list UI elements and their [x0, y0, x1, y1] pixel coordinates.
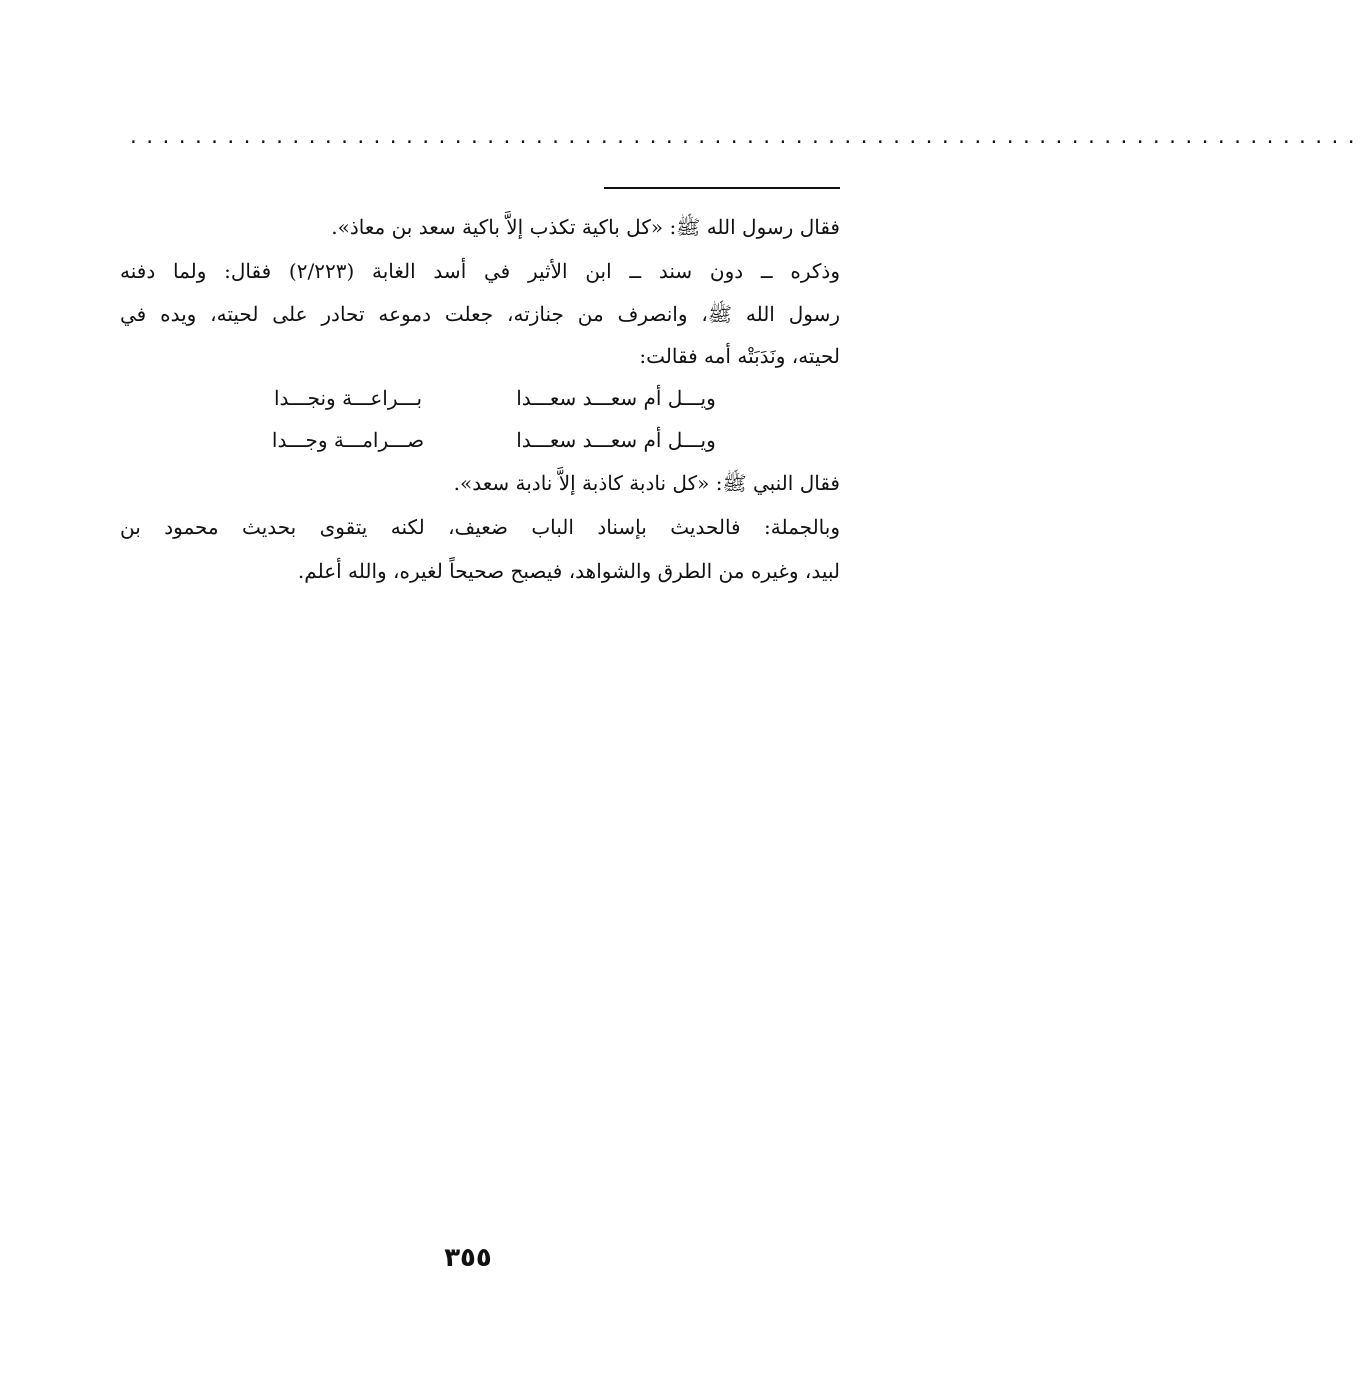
page-number: ٣٥٥: [444, 1243, 492, 1273]
text-line-3: رسول الله ﷺ، وانصرف من جنازته، جعلت دموعه تحادر على لحيته، ويده في: [120, 302, 840, 326]
text-line-7: لبيد، وغيره من الطرق والشواهد، فيصبح صحيحاً لغيره، والله أعلم.: [297, 559, 840, 583]
text-line-2: وذكره ــ دون سند ــ ابن الأثير في أسد الغابة (٢/٢٢٣) فقال: ولما دفنه: [120, 259, 840, 283]
poem-line-1-first-hemistich: ويـــل أم سعـــد سعـــدا: [516, 386, 716, 410]
poem-line-2-first-hemistich: ويـــل أم سعـــد سعـــدا: [516, 428, 716, 452]
text-line-5: فقال النبي ﷺ: «كل نادبة كاذبة إلاَّ نادبة سعد».: [453, 471, 840, 495]
text-line-1: فقال رسول الله ﷺ: «كل باكية تكذب إلاَّ باكية سعد بن معاذ».: [331, 215, 840, 239]
dotted-separator: ............................................................................: [128, 127, 1362, 148]
poem-line-2-second-hemistich: صـــرامـــة وجـــدا: [271, 428, 425, 452]
poem-line-1-second-hemistich: بـــراعـــة ونجـــدا: [273, 386, 423, 410]
footnote-rule: [604, 187, 840, 189]
text-line-4: لحيته، ونَدَبَتْه أمه فقالت:: [639, 344, 840, 368]
text-line-6: وبالجملة: فالحديث بإسناد الباب ضعيف، لكنه يتقوى بحديث محمود بن: [120, 515, 840, 539]
